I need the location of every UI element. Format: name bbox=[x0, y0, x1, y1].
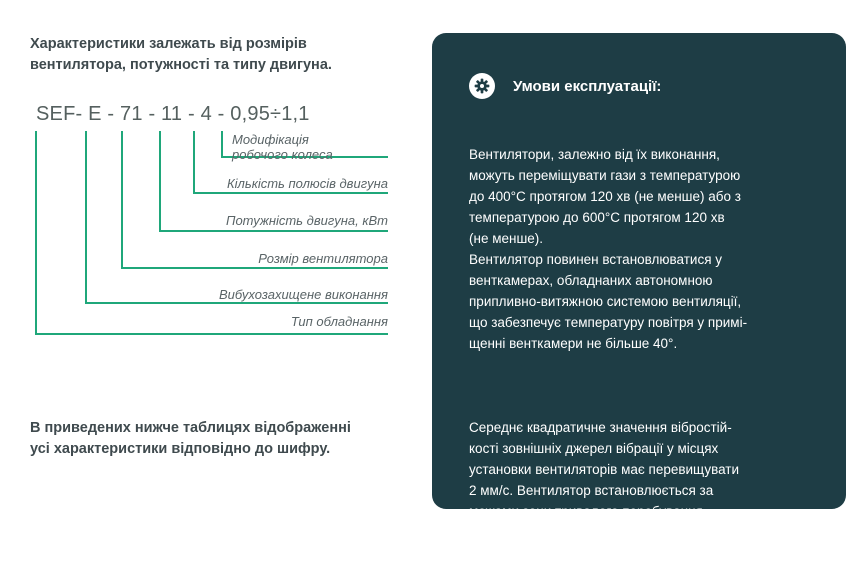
outro-text: В приведених нижче таблицях відображенні усі характеристики відповідно до шифру. bbox=[30, 420, 351, 457]
label-equipment-type: Тип обладнання bbox=[290, 314, 388, 329]
label-size: Розмір вентилятора bbox=[258, 251, 388, 266]
gear-icon bbox=[469, 73, 495, 99]
code-part-rest: - 11 - 4 - 0,95÷1,1 bbox=[142, 103, 310, 125]
card-paragraph-1: Вентилятори, залежно від їх виконання, можуть переміщувати гази з температурою до 400°С протягом 120 хв (не менше) або з температурою до 600°С протягом 120 хв (не менше). Вентилятор повинен встановлюватися у венткамерах, обладнаних автономною припливно-витяжною системою вентиляції, що забезпечує температуру повітря у примі- щенні венткамери не більше 40°. bbox=[469, 147, 748, 351]
code-part-size: 71 bbox=[120, 103, 143, 125]
card-paragraph-2: Середнє квадратичне значення віброcтій- кості зовнішніх джерел вібрації у місцях установки вентиляторів має перевищувати 2 мм/с. Вентилятор встановлюється за межами зони тривалого перебування людей. bbox=[469, 420, 740, 540]
code-part-type: SEF bbox=[36, 103, 76, 125]
card-header bbox=[469, 73, 661, 99]
card-title: Умови експлуатації: bbox=[513, 77, 662, 95]
label-poles: Кількість полюсів двигуна bbox=[226, 176, 388, 191]
label-impeller-modification: Модифікація робочого колеса bbox=[232, 132, 333, 162]
label-vibration: Вибухозахищене виконання bbox=[218, 287, 388, 302]
label-power: Потужність двигуна, кВт bbox=[226, 213, 388, 228]
code-part-execution: - E - bbox=[75, 103, 121, 125]
intro-text: Характеристики залежать від розмірів вентилятора, потужності та типу двигуна. bbox=[30, 36, 332, 73]
card-body bbox=[469, 123, 789, 564]
operating-conditions-card bbox=[432, 33, 846, 540]
